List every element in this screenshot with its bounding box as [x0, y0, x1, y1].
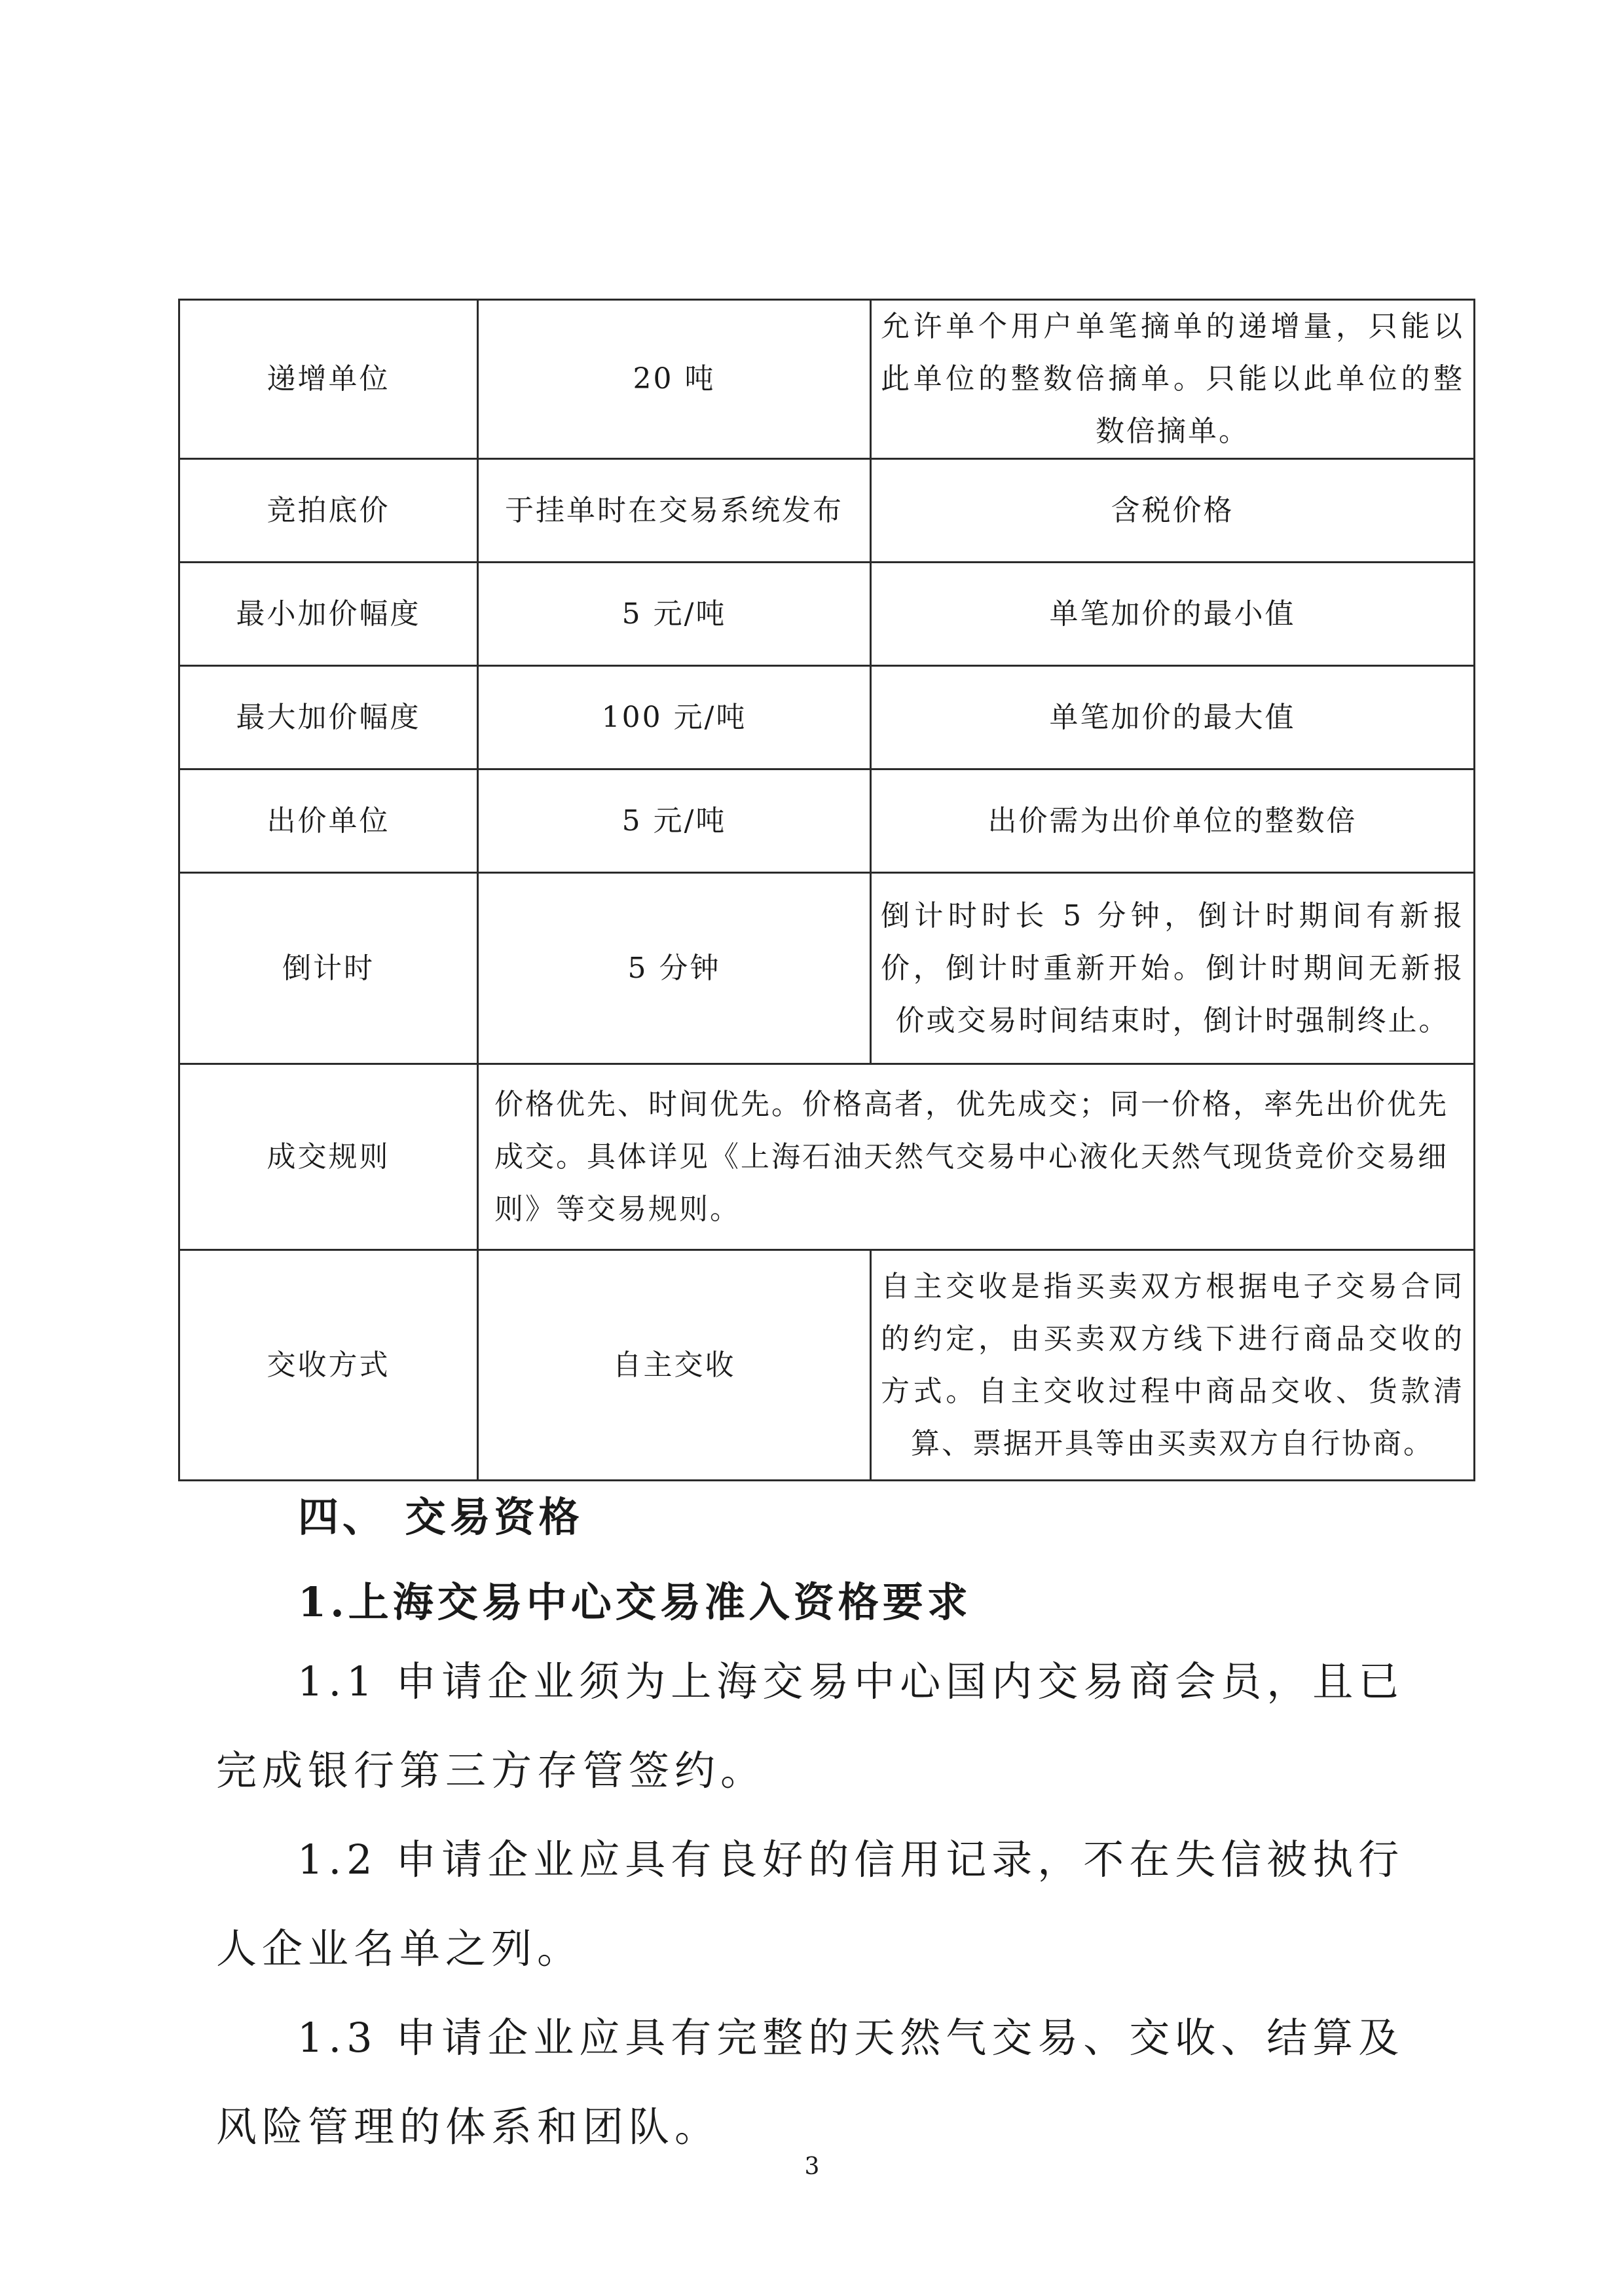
table-row — [179, 769, 1475, 873]
param-name: 倒计时 — [179, 873, 478, 1064]
param-value: 100 元/吨 — [478, 666, 871, 769]
table-row — [179, 459, 1475, 563]
param-value: 自主交收 — [478, 1250, 871, 1481]
section-heading: 四、 交易资格 — [298, 1493, 583, 1541]
param-value: 5 元/吨 — [478, 769, 871, 873]
param-note: 单笔加价的最大值 — [871, 666, 1475, 769]
qualification-paragraphs — [216, 1637, 1441, 2172]
param-name: 最小加价幅度 — [179, 563, 478, 666]
table-row — [179, 873, 1475, 1064]
param-note: 允许单个用户单笔摘单的递增量，只能以此单位的整数倍摘单。只能以此单位的整数倍摘单。 — [871, 300, 1475, 459]
subsection-heading: 1.上海交易中心交易准入资格要求 — [298, 1578, 972, 1626]
param-name: 竞拍底价 — [179, 459, 478, 563]
param-value: 20 吨 — [478, 300, 871, 459]
table-row — [179, 563, 1475, 666]
param-value: 5 元/吨 — [478, 563, 871, 666]
param-note: 单笔加价的最小值 — [871, 563, 1475, 666]
trading-parameters-table — [178, 299, 1475, 1481]
param-name: 出价单位 — [179, 769, 478, 873]
param-name: 交收方式 — [179, 1250, 478, 1481]
param-note: 倒计时时长 5 分钟，倒计时期间有新报价，倒计时重新开始。倒计时期间无新报价或交易时间结束时，倒计时强制终止。 — [871, 873, 1475, 1064]
table-row — [179, 300, 1475, 459]
paragraph: 1.2 申请企业应具有良好的信用记录，不在失信被执行人企业名单之列。 — [216, 1836, 1405, 1972]
table-row — [179, 666, 1475, 769]
page-number: 3 — [804, 2153, 820, 2180]
param-name: 最大加价幅度 — [179, 666, 478, 769]
param-name: 递增单位 — [179, 300, 478, 459]
paragraph: 1.3 申请企业应具有完整的天然气交易、交收、结算及风险管理的体系和团队。 — [216, 2014, 1405, 2151]
param-value: 5 分钟 — [478, 873, 871, 1064]
param-note: 自主交收是指买卖双方根据电子交易合同的约定，由买卖双方线下进行商品交收的方式。自主交收过程中商品交收、货款清算、票据开具等由买卖双方自行协商。 — [871, 1250, 1475, 1481]
param-merged-note: 价格优先、时间优先。价格高者，优先成交；同一价格，率先出价优先成交。具体详见《上海石油天然气交易中心液化天然气现货竞价交易细则》等交易规则。 — [478, 1064, 1475, 1250]
param-note: 出价需为出价单位的整数倍 — [871, 769, 1475, 873]
paragraph: 1.1 申请企业须为上海交易中心国内交易商会员，且已完成银行第三方存管签约。 — [216, 1657, 1405, 1794]
param-name: 成交规则 — [179, 1064, 478, 1250]
table-row — [179, 1250, 1475, 1481]
param-value: 于挂单时在交易系统发布 — [478, 459, 871, 563]
param-note: 含税价格 — [871, 459, 1475, 563]
table-row — [179, 1064, 1475, 1250]
